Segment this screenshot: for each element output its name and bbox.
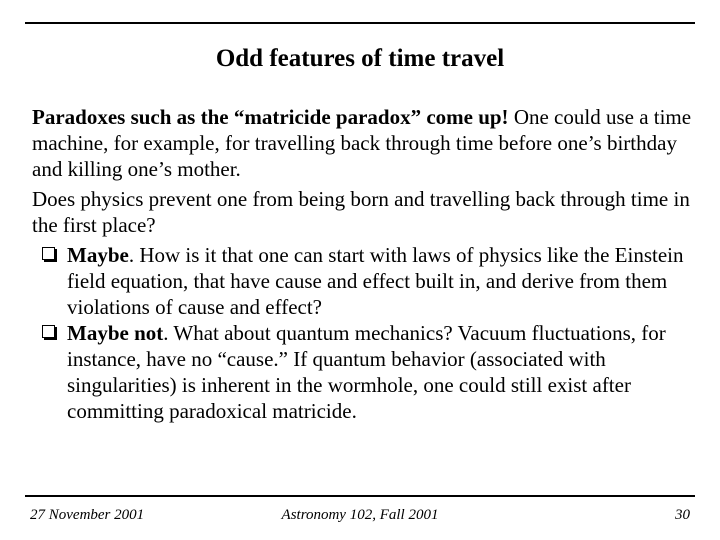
bullet-maybe-not-label: Maybe not — [67, 321, 164, 345]
checkbox-bullet-icon — [42, 325, 55, 338]
paragraph-matricide — [32, 104, 702, 182]
bullet-maybe-not-text: . What about quantum mechanics? Vacuum fluctuations, for instance, have no “cause.” If quantum behavior (associated with singularities) is inherent in the wormhole, one could still exist after committing paradoxical matricide. — [67, 321, 666, 423]
checkbox-bullet-icon — [42, 247, 55, 260]
footer-date: 27 November 2001 — [30, 507, 145, 523]
footer-page-number: 30 — [675, 507, 690, 523]
bullet-maybe-not — [32, 320, 702, 424]
footer-course: Astronomy 102, Fall 2001 — [281, 507, 439, 523]
bullet-maybe — [32, 242, 702, 320]
top-rule — [25, 22, 695, 24]
bottom-rule — [25, 495, 695, 497]
paradox-heading: Paradoxes such as the “matricide paradox” come up! — [32, 105, 509, 129]
paragraph-question: Does physics prevent one from being born and travelling back through time in the first place? — [32, 187, 690, 237]
bullet-maybe-label: Maybe — [67, 243, 129, 267]
slide-title: Odd features of time travel — [215, 45, 505, 72]
paradox-text: One could use a time machine, for example, for travelling back through time before one’s birthday and killing one’s mother. — [32, 105, 692, 181]
bullet-maybe-text: . How is it that one can start with laws of physics like the Einstein field equation, that have cause and effect built in, and derive from them violations of cause and effect? — [67, 243, 684, 319]
slide-body — [32, 104, 702, 424]
